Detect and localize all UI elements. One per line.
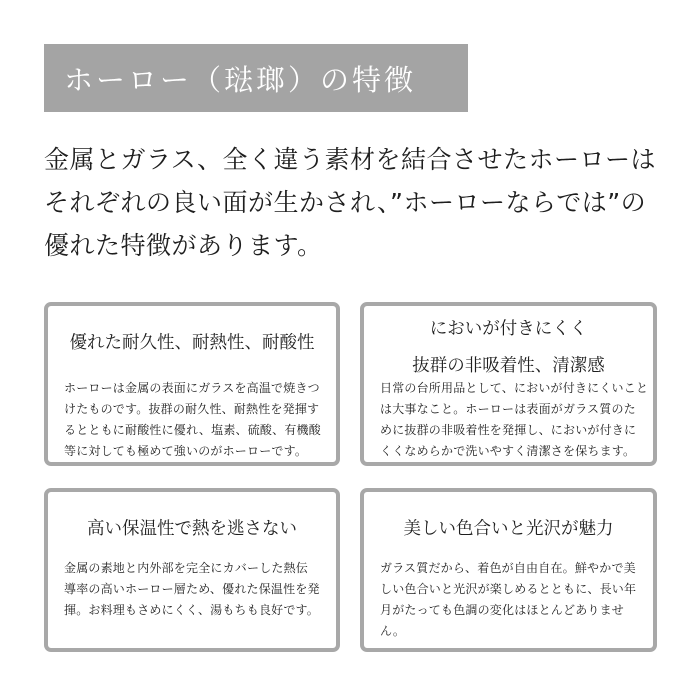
feature-card-heat-retention [44,488,340,652]
feature-description [380,378,649,462]
intro-text [44,138,664,267]
feature-description-line: ガラス質だから、着色が自由自在。鮮やかで美 [380,561,636,575]
feature-heading: 高い保温性で熱を逃さない [87,519,297,539]
feature-description-line: は大事なこと。ホーローは表面がガラス質のた [380,402,636,416]
feature-description [380,558,641,642]
title-banner [44,44,468,112]
feature-card-durability [44,302,340,466]
feature-description-line: 日常の台所用品として、においが付きにくいこと [380,381,649,395]
feature-description-line: めに抜群の非吸着性を発揮し、においが付きに [380,423,637,437]
feature-heading: 美しい色合いと光沢が魅力 [403,519,614,539]
feature-description-line: ホーローは金属の表面にガラスを高温で焼きつ [64,381,320,395]
feature-description [64,378,324,462]
page-title: ホーロー（琺瑯）の特徴 [64,62,417,97]
feature-description-line: るとともに耐酸性に優れ、塩素、硫酸、有機酸 [64,423,321,437]
feature-heading: においが付きにくく [429,319,588,339]
feature-description-line: 等に対しても極めて強いのがホーローです。 [64,444,308,458]
intro-line: それぞれの良い面が生かされ、”ホーローならでは”の [44,188,647,217]
intro-line: 優れた特徴があります。 [44,231,323,260]
feature-description-line: 月がたっても色調の変化はほとんどありませ [380,603,625,617]
feature-description-line: くくなめらかで洗いやすく清潔さを保ちます。 [380,444,636,458]
intro-line: 金属とガラス、全く違う素材を結合させたホーローは [44,145,657,174]
feature-card-hygiene [360,302,657,466]
feature-description-line: ん。 [380,624,406,638]
feature-description-line: 金属の素地と内外部を完全にカバーした熱伝 [64,561,309,575]
feature-description-line: 導率の高いホーロー層ため、優れた保温性を発 [64,582,320,596]
feature-card-color-gloss [360,488,657,652]
feature-description-line: しい色合いと光沢が楽しめるとともに、長い年 [380,582,637,596]
feature-heading: 抜群の非吸着性、清潔感 [412,356,605,376]
feature-description-line: けたものです。抜群の耐久性、耐熱性を発揮す [64,402,320,416]
feature-description [64,558,324,621]
feature-heading: 優れた耐久性、耐熱性、耐酸性 [69,333,315,353]
feature-description-line: 揮。お料理もさめにくく、湯もちも良好です。 [64,603,320,617]
